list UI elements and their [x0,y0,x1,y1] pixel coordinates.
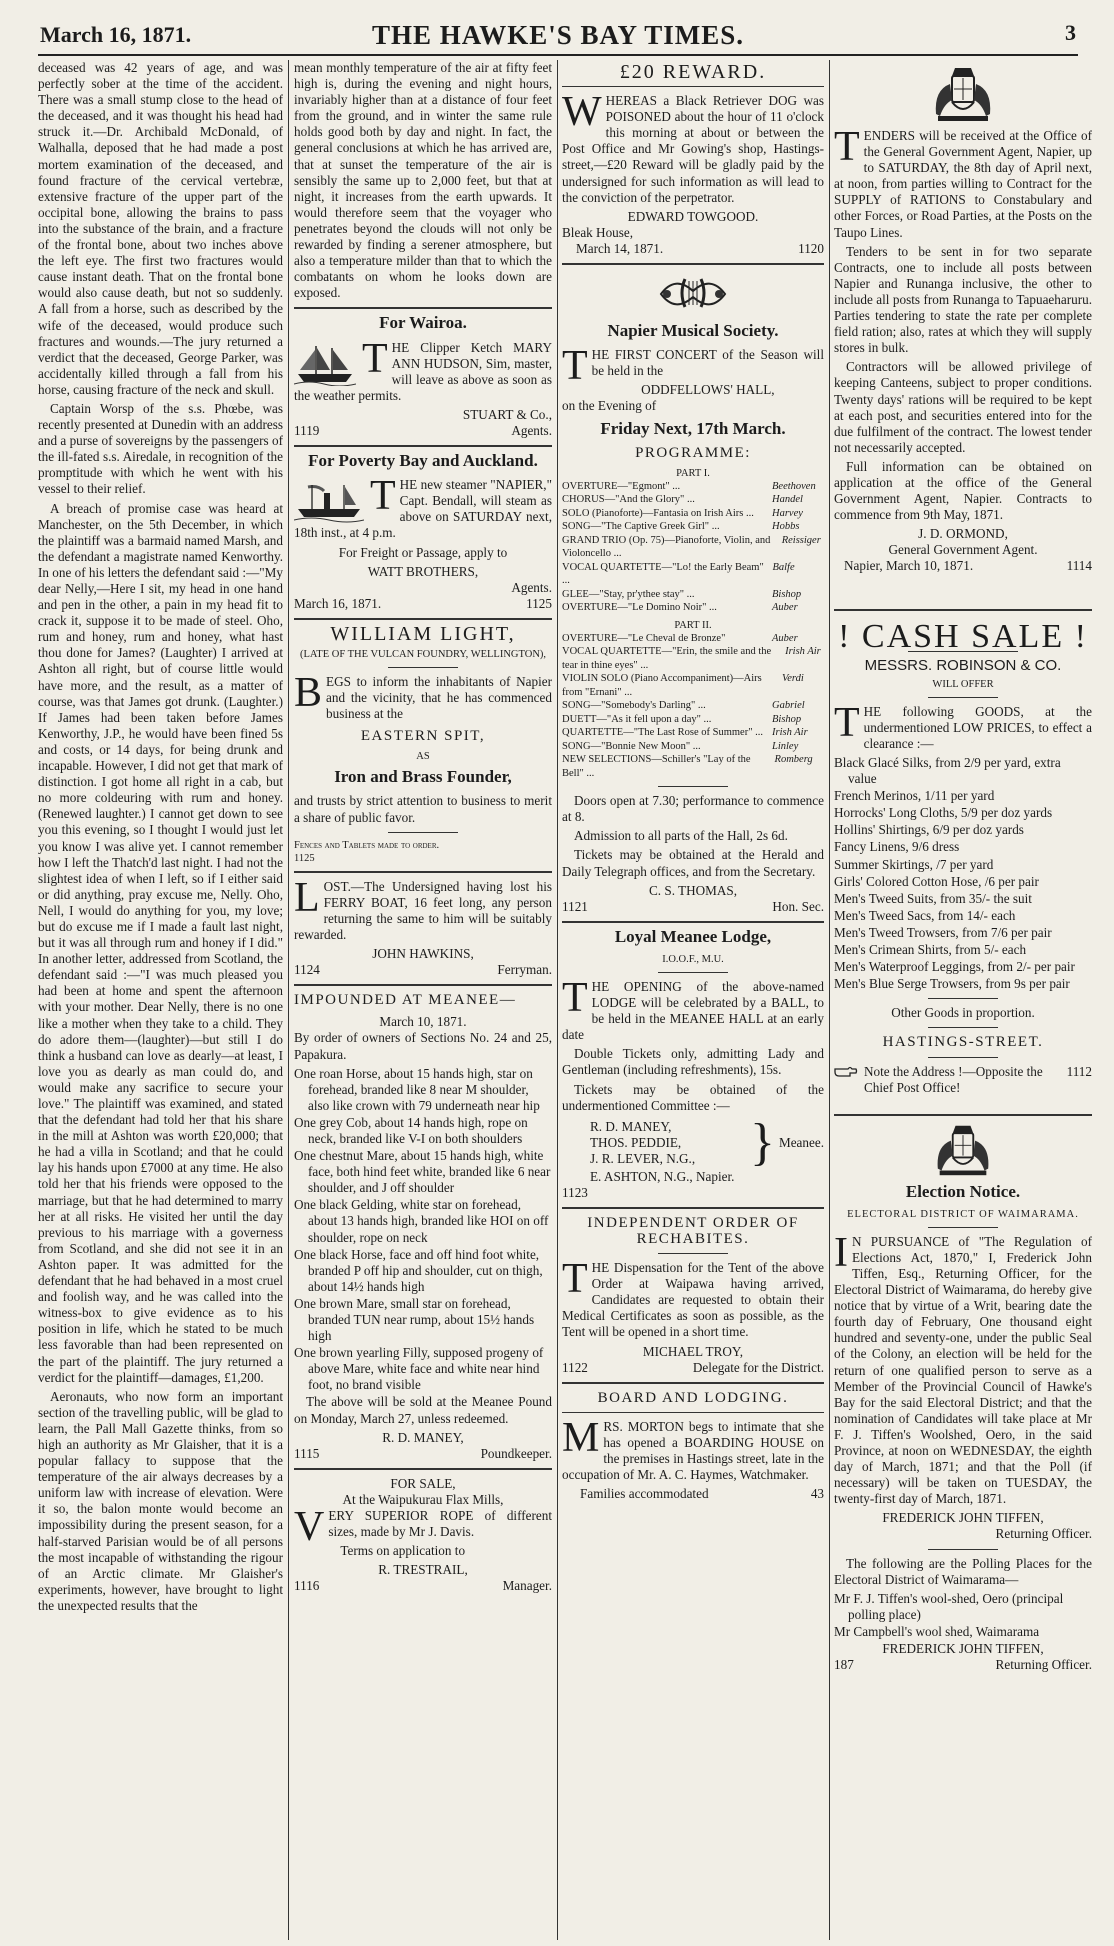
signatory-name: R. TRESTRAIL, [378,1562,468,1578]
order-line: By order of owners of Sections No. 24 and 25, Papakura. [294,1030,552,1062]
programme-heading: PROGRAMME: [635,444,751,461]
ad-footer: Fences and Tablets made to order. [294,839,440,851]
signatory-role: Poundkeeper. [480,1445,552,1461]
signatory-name: EDWARD TOWGOOD. [627,208,759,224]
signatory-name: R. D. MANEY, [382,1429,464,1445]
part-heading: PART II. [674,619,712,631]
list-item: One chestnut Mare, about 15 hands high, white face, both hind feet white, branded like 6 near shoulder, and J off shoulder [294,1148,551,1196]
tickets-line: Double Tickets only, admitting Lady and Gentleman (including refreshments), 15s. [562,1046,824,1078]
agent-name: WATT BROTHERS, [367,563,479,579]
district-line: ELECTORAL DISTRICT OF WAIMARAMA. [847,1208,1079,1220]
committee-member: R. D. MANEY, [590,1118,672,1134]
ad-text: HE Dispensation for the Tent of the above Order at Waipawa having arrived, Candidates are requested to obtain their Medical Certificates as soon as possible, as the Tent will be opened in a short time. [562,1260,824,1340]
ad-title: £20 REWARD. [619,61,767,83]
ad-ref: 1120 [798,240,824,256]
programme-item: NEW SELECTIONS—Schiller's "Lay of the Bell" ... Romberg [562,754,813,779]
newspaper-title: THE HAWKE'S BAY TIMES. [371,20,745,50]
ad-subtitle: (LATE OF THE VULCAN FOUNDRY, WELLINGTON), [299,649,547,660]
breach-of-promise-paragraph: A breach of promise case was heard at Manchester, on the 5th December, in which the plaintiff was a barmaid named Marsh, and the defendant a magistrate named Kenworthy. In one of his letters the defendant said :—"My dear Nelly,—Here I sit, my head in one hand and pen in the other, a pain in my head fit to crack it, suppose it to be made of steel. Oho, rum and honey, rum and honey, what hast thou done for James? (Laughter) I arrived at Ashton all right, but of course little would have more, and the result, as a matter of course, was that James got drunk. (Laughter.) If James had been taken before James Kenworthy, J.P., he would have been fined 5s and costs, or 14 days, for being drunk and incapable. However, I did not get that mark of distinction. I got home all right in a cab, but no more coldeuring with rum and honey. (Renewed laughter.) I cannot get down to see you this evening, so I thought I would just let you know I was alive yet. I cannot remember how I left the Thatch'd last night. I had not the slightest idea of when I left, so if I either said or did anything, pray excuse me, Nelly. Oho, Nell, I would do anything for you, my love; but do excuse me if I made a fault last night, but it was all through rum and honey if I did." In another letter, addressed from Scotland, the defendant said :—"I was much pleased you had been at home and spent the afternoon with your mother. Dear Nelly, there is no one like a mother when they take to a child. They do adore them—(laughter)—but still I do think a husband can love as dearly—at least, I love you as dearly as man could do, and would make any sacrifice to secure your love." The plaintiff was examined, and stated that the defendant had told her that his share in the mill at Ashton was worth £20,000; that he had a villa in Scotland; and that he could lay his hands upon £7000 at any time. He also told her that his friends were opposed to the marriage, but that he had determined to marry her at all risks. He visited her until the day previous to his marriage with a governess from Scotland, and she did not see it in an Ashton paper. It was admitted for the defendant that he had behaved in a most cruel and foolish way, and he was called into the witness-box to give evidence as to his position in life, which he stated to be much less favorable than had been represented on the part of the plaintiff. The jury returned a verdict for the plaintiff—damages, £1,200. [38,500,283,1385]
ad-ref: 43 [810,1486,824,1502]
drop-cap: M [562,1414,600,1461]
column-rule [288,60,289,1940]
aeronauts-continued: mean monthly temperature of the air at fifty feet high is, during the evening and night hours, invariably higher than at a distance of four feet from the ground, and in winter the same rule holds good both by day and night. In fact, the general conclusions at which he has arrived are, that at sunset the temperature of the air is sensibly the same up to 2,000 feet, but that at night, it increases from the earth upwards. It would therefore seem that the voyager who penetrates beyond the clouds will not only be rewarded by finding a serener atmosphere, but also a temperature milder than that to which the combatants on whom he looks down are exposed. [294,60,552,301]
tickets-line: Tickets may be obtained at the Herald and Daily Telegraph offices, and from the Secretary. [562,847,824,879]
programme-item: SONG—"Bonnie New Moon" ... Linley [562,740,799,752]
ship-icon [294,342,356,386]
ad-title: Election Notice. [905,1181,1021,1201]
list-item: Men's Crimean Shirts, from 5/- each [834,942,1027,958]
signatory-name: FREDERICK JOHN TIFFEN, [882,1641,1044,1657]
trade-line: Iron and Brass Founder, [334,767,512,787]
divider [562,1382,824,1384]
ad-text: HE Clipper Ketch MARY ANN HUDSON, Sim, master, will leave as above as soon as the weather permits. [294,339,552,403]
list-item: Men's Tweed Trowsers, from 7/6 per pair [834,924,1052,940]
aeronauts-paragraph: Aeronauts, who now form an important section of the travelling public, will be glad to learn, the Pall Mall Gazette thinks, from so high an authority as Mr Glaisher, that it is a popular fallacy to suppose that the temperature of the air always decreases by a uniform law with increase of elevation. Were it so, the balon monte would become an impossibility during the present season, for a half-starved Parisian would be of all persons the most incapable of withstanding the rigour of an Arctic climate. Mr Glaisher's experiments, however, have brought to light the unexpected results that the [38,1388,283,1613]
ad-text: HE OPENING of the above-named LODGE will be celebrated by a BALL, to be held in the MEANEE HALL at an early date [562,978,824,1043]
list-item: One black Gelding, white star on forehead, about 13 hands high, branded like HOI on off shoulder, rope on neck [294,1197,549,1245]
ad-date: Napier, March 10, 1871. [844,558,974,574]
other-goods-line: Other Goods in proportion. [891,1005,1035,1021]
address-note [834,1064,1092,1096]
ad-ref: 1115 [294,1445,320,1461]
masthead [38,16,1078,56]
drop-cap: T [362,335,388,382]
polling-place: Mr Campbell's wool shed, Waimarama [834,1623,1040,1639]
programme-item: SOLO (Pianoforte)—Fantasia on Irish Airs ... Harvey [562,507,803,519]
tenders-paragraph-4: Full information can be obtained on application at the office of the General Government Agent, Napier. Contracts to commence from 9th May, 1871. [834,458,1092,523]
impounded-list [294,1066,552,1394]
signatory-role: Delegate for the District. [692,1359,824,1375]
programme-part-1 [562,480,824,615]
election-notice-ad [834,1122,1092,1674]
terms-line: Terms on application to [340,1543,466,1559]
divider [294,307,552,309]
signatory-role: General Government Agent. [888,542,1038,558]
programme-item: VOCAL QUARTETTE—"Lo! the Early Beam" ... Balfe [562,561,795,587]
rechabites-ad [562,1215,824,1376]
ad-ref: 1123 [562,1184,588,1200]
ad-title: For Wairoa. [379,313,467,333]
programme-item: SONG—"Somebody's Darling" ... Gabriel [562,700,805,712]
divider [562,1207,824,1209]
signatory-role: Hon. Sec. [772,898,824,914]
column-1 [38,60,283,1940]
committee-member: E. ASHTON, N.G., Napier. [590,1168,735,1184]
committee-member: THOS. PEDDIE, [590,1134,682,1150]
ad-ref: 187 [834,1657,854,1673]
ad-ref: 1121 [562,898,588,914]
musical-society-ad [562,271,824,915]
ad-date: March 10, 1871. [379,1014,467,1030]
divider [294,618,552,620]
list-item: Men's Waterproof Leggings, from 2/- per pair [834,959,1075,975]
ad-title: For Poverty Bay and Auckland. [308,451,538,471]
drop-cap: T [562,343,588,390]
polling-intro: The following are the Polling Places for the Electoral District of Waimarama— [834,1555,1092,1587]
signatory-name: J. D. ORMOND, [918,526,1008,542]
column-4 [834,60,1092,1940]
divider [562,263,824,265]
william-light-ad [294,622,552,865]
tenders-paragraph-2: Tenders to be sent in for two separate Contracts, one to include all posts between Napier and Runanga inclusive, the other to include all posts from Runanga to Tapuaeharuru. Parties tendering to state the rate per complete field ration; also, rates at which they will supply stores in bulk. [834,243,1092,356]
ad-title: Loyal Meanee Lodge, [614,926,772,946]
signatory-name: MICHAEL TROY, [642,1343,744,1359]
ad-text: HEREAS a Black Retriever DOG was POISONED about the hour of 11 o'clock this morning at about or between the Post Office and Mr Gowing's shop, Hastings-street,—£20 Reward will be gladly paid by the undersigned for such information as will lead to the conviction of the perpetrator. [562,93,824,205]
programme-item: VOCAL QUARTETTE—"Erin, the smile and the tear in thine eyes" ... Irish Air [562,646,821,671]
ad-title: Napier Musical Society. [607,321,779,341]
ad-footer: Families accommodated [580,1486,709,1502]
worsp-paragraph: Captain Worsp of the s.s. Phœbe, was recently presented at Dunedin with an address and a purse of sovereigns by the passengers of the ill-fated s.s. Airedale, in recognition of the promptitude with which he went with his vessel to their relief. [38,400,283,497]
divider [294,871,552,873]
ad-text: HE new steamer "NAPIER," Capt. Bendall, will steam as above on SATURDAY next, 18th inst., at 4 p.m. [294,477,552,541]
ad-text: ENDERS will be received at the Office of the General Government Agent, Napier, up to SATURDAY, the 8th day of April next, at noon, from parties willing to Contract for the SUPPLY of RATIONS to Constabulary and other Forces, or Road Parties, at the Posts on the Taupo Lines. [834,128,1092,240]
ad-ref: 1125 [294,852,315,864]
as-line: AS [416,751,430,763]
drop-cap: T [562,1256,588,1303]
ad-title: ! CASH SALE ! [838,617,1088,655]
ad-subtitle: I.O.O.F., M.U. [662,953,724,965]
ad-date: March 16, 1871. [294,595,382,611]
ad-title: IMPOUNDED AT MEANEE— [294,992,517,1009]
list-item: Horrocks' Long Cloths, 5/9 per doz yards [834,805,1053,821]
committee-place: Meanee. [778,1134,824,1150]
drop-cap: I [834,1229,848,1276]
polling-place: Mr F. J. Tiffen's wool-shed, Oero (principal polling place) [834,1590,1064,1622]
ad-ref: 1112 [1066,1063,1092,1079]
ad-title: INDEPENDENT ORDER OF RECHABITES. [587,1214,799,1247]
wairoa-ad [294,315,552,439]
poverty-bay-ad [294,453,552,612]
divider [294,445,552,447]
column-3 [562,60,824,1940]
goods-list [834,755,1092,992]
drop-cap: T [370,473,396,520]
agent-role: Agents. [511,422,552,438]
programme-item: GRAND TRIO (Op. 75)—Pianoforte, Violin, and Violoncello ... Reissiger [562,534,821,560]
drop-cap: L [294,874,320,921]
ad-place: Bleak House, [562,224,634,240]
drop-cap: W [562,89,602,136]
programme-item: GLEE—"Stay, pr'ythee stay" ... Bishop [562,588,802,600]
part-heading: PART I. [676,467,710,479]
programme-item: OVERTURE—"Le Cheval de Bronze" Auber [562,632,798,644]
ad-title: BOARD AND LODGING. [597,1389,789,1406]
ad-text: N PURSUANCE of "The Regulation of Elections Act, 1870," I, Frederick John Tiffen, Esq., Returning Officer, for the Electoral District of Waimarama, do hereby give notice that by virtue of a Writ, bearing date the fourth day of February, One thousand eight hundred and seventy-one, under the public Seal of the Colony, an election will be held for the return of one qualified person to serve as a Member of the Provincial Council of Hawke's Bay for the said Electoral District; and that the nomination of Candidates will take place at Mr F. J. Tiffen's Woolshed, Oero, in the said Province, at noon on WEDNESDAY, the eighth day of March, 1871; and that the Poll (if necessary) will be taken on TUESDAY, the twenty-first day of March, 1871. [834,1233,1092,1507]
ad-title: WILLIAM LIGHT, [330,622,516,645]
drop-cap: B [294,670,323,716]
hall-name: ODDFELLOWS' HALL, [641,382,775,398]
list-item: One brown Mare, small star on forehead, branded TUN near rump, about 15½ hands high [294,1295,535,1344]
doors-line: Doors open at 7.30; performance to commence at 8. [562,793,824,825]
ad-ref: 1116 [294,1578,320,1594]
list-item: Men's Tweed Suits, from 35/- the suit [834,890,1032,906]
tenders-paragraph-3: Contractors will be allowed privilege of keeping Canteens, subject to proper conditions. Twenty days' rations will be required to be kept at each post, and securities entered into for the due fulfilment of the contract. The lowest tender not necessarily accepted. [834,359,1092,455]
programme-item: OVERTURE—"Egmont" ... Beethoven [562,480,816,492]
signatory-name: C. S. THOMAS, [648,882,738,898]
ad-text: RS. MORTON begs to intimate that she has opened a BOARDING HOUSE on the premises in Hastings street, late in the occupation of Mr. A. C. Haymes, Watchmaker. [562,1418,824,1483]
ad-title: FOR SALE, [390,1475,456,1491]
programme-item: VIOLIN SOLO (Piano Accompaniment)—Airs from "Ernani" ... Verdi [562,673,804,698]
signatory-role: Returning Officer. [995,1526,1092,1542]
list-item: Black Glacé Silks, from 2/9 per yard, extra value [834,755,1061,787]
committee-line: Tickets may be obtained of the undermentioned Committee :— [562,1081,824,1113]
programme-item: DUETT—"As it fell upon a day" ... Bishop [562,713,802,725]
ad-ref: 1125 [526,595,552,611]
divider [294,984,552,986]
ad-text: ERY SUPERIOR ROPE of different sizes, made by Mr J. Davis. [328,1508,552,1540]
list-item: One black Horse, face and off hind foot white, branded P off hip and shoulder, cut on thigh, about 14½ hands high [294,1246,543,1294]
signatory-name: FREDERICK JOHN TIFFEN, [882,1510,1044,1526]
ad-text-2: and trusts by strict attention to business to merit a share of public favor. [294,793,552,825]
pointing-hand-icon [834,1064,858,1078]
ad-text: HE FIRST CONCERT of the Season will be held in the [591,347,824,379]
drop-cap: V [294,1504,325,1551]
agent-role: Agents. [511,579,552,595]
page-number: 3 [1065,20,1076,45]
ad-text: EGS to inform the inhabitants of Napier and the vicinity, that he has commenced business at the [326,674,552,722]
steamer-icon [294,479,364,523]
signatory-role: Returning Officer. [995,1657,1092,1673]
programme-item: SONG—"The Captive Greek Girl" ... Hobbs [562,521,800,533]
ad-ref: 1114 [1066,558,1092,574]
inquest-paragraph: deceased was 42 years of age, and was perfectly sober at the time of the accident. There was a small stump close to the head of the deceased, and it was thought his head had struck it.—Dr. Archibald McDonald, of Walhalla, deposed that he had made a post mortem examination of the deceased, and found fracture of the cervical vertebræ, extensive fracture of the upper part of the occipital bone, allowing the brains to pass into the substance of the brain, and a fracture of the frontal bone, about two inches above the left eye. The first two fractures would cause instant death. That on the frontal bone would also cause death, but not so suddenly. A fall from a horse, such as described by the wife of the deceased, would produce such fractures and wounds.—The jury returned a verdict that the deceased, George Parker, was accidentally killed through a fall from his horse, causing fracture of the neck and skull. [38,60,283,397]
royal-arms-icon [930,64,996,124]
list-item: One roan Horse, about 15 hands high, star on forehead, branded like 8 near M shoulder, also like crown with 79 underneath near hip [294,1065,540,1113]
reward-ad [562,61,824,257]
list-item: Fancy Linens, 9/6 dress [834,839,960,855]
signatory-role: Manager. [502,1578,552,1594]
drop-cap: T [834,699,860,746]
apply-line: For Freight or Passage, apply to [338,544,508,560]
cash-sale-ad [834,617,1092,1096]
column-2 [294,60,552,1940]
lyre-ornament-icon [655,271,731,317]
ad-subtitle: At the Waipukurau Flax Mills, [342,1491,504,1507]
evening-line: on the Evening of [562,398,657,414]
note-text: Note the Address !—Opposite the Chief Post Office! [864,1063,1043,1095]
programme-item: OVERTURE—"Le Domino Noir" ... Auber [562,602,798,614]
lodge-ad [562,926,824,1201]
signatory-role: Ferryman. [497,962,552,978]
committee-member: J. R. LEVER, N.G., [590,1150,696,1166]
programme-part-2 [562,632,824,781]
list-item: Summer Skirtings, /7 per yard [834,856,994,872]
ad-ref: 1119 [294,422,320,438]
tenders-ad [834,64,1092,575]
firm-name: MESSRS. ROBINSON & CO. [864,656,1062,674]
drop-cap: T [562,974,588,1021]
ad-ref: 1122 [562,1359,588,1375]
committee-list: R. D. MANEY, THOS. PEDDIE, J. R. LEVER, N.G., } Meanee. [590,1113,824,1171]
agent-name: STUART & Co., [462,406,552,422]
divider [562,921,824,923]
list-item: Men's Tweed Sacs, from 14/- each [834,907,1016,923]
list-item: Girls' Colored Cotton Hose, /6 per pair [834,873,1039,889]
location-line: EASTERN SPIT, [360,728,486,745]
ad-text: HE following GOODS, at the undermentioned LOW PRICES, to effect a clearance :— [863,703,1092,751]
divider [834,1114,1092,1116]
issue-date: March 16, 1871. [40,22,192,47]
divider [834,609,1092,611]
list-item: One brown yearling Filly, supposed progeny of above Mare, white face and white near hind foot, no brand visible [294,1345,544,1393]
lost-ad [294,874,552,979]
ad-ref: 1124 [294,962,320,978]
offer-line: WILL OFFER [932,678,994,690]
divider [294,1468,552,1470]
admission-line: Admission to all parts of the Hall, 2s 6d. [574,828,788,844]
for-sale-ad [294,1476,552,1595]
column-rule [557,60,558,1940]
board-lodging-ad [562,1390,824,1503]
programme-item: CHORUS—"And the Glory" ... Handel [562,494,803,506]
signatory-name: JOHN HAWKINS, [372,946,474,962]
list-item: French Merinos, 1/11 per yard [834,788,995,804]
sale-line: The above will be sold at the Meanee Pound on Monday, March 27, unless redeemed. [294,1394,552,1426]
impounded-ad [294,992,552,1462]
ad-text: OST.—The Undersigned having lost his FERRY BOAT, 16 feet long, any person returning the same to him will be suitably rewarded. [294,878,552,942]
royal-arms-icon [932,1122,994,1178]
street-line: HASTINGS-STREET. [882,1034,1044,1051]
ad-date: March 14, 1871. [576,240,664,256]
programme-item: QUARTETTE—"The Last Rose of Summer" ... Irish Air [562,727,808,739]
drop-cap: T [834,124,860,170]
list-item: Hollins' Shirtings, 6/9 per doz yards [834,822,1024,838]
list-item: One grey Cob, about 14 hands high, rope on neck, branded like V-I on both shoulders [294,1114,528,1146]
concert-date: Friday Next, 17th March. [600,418,786,438]
column-rule [829,60,830,1940]
list-item: Men's Blue Serge Trowsers, from 9s per pair [834,976,1070,992]
